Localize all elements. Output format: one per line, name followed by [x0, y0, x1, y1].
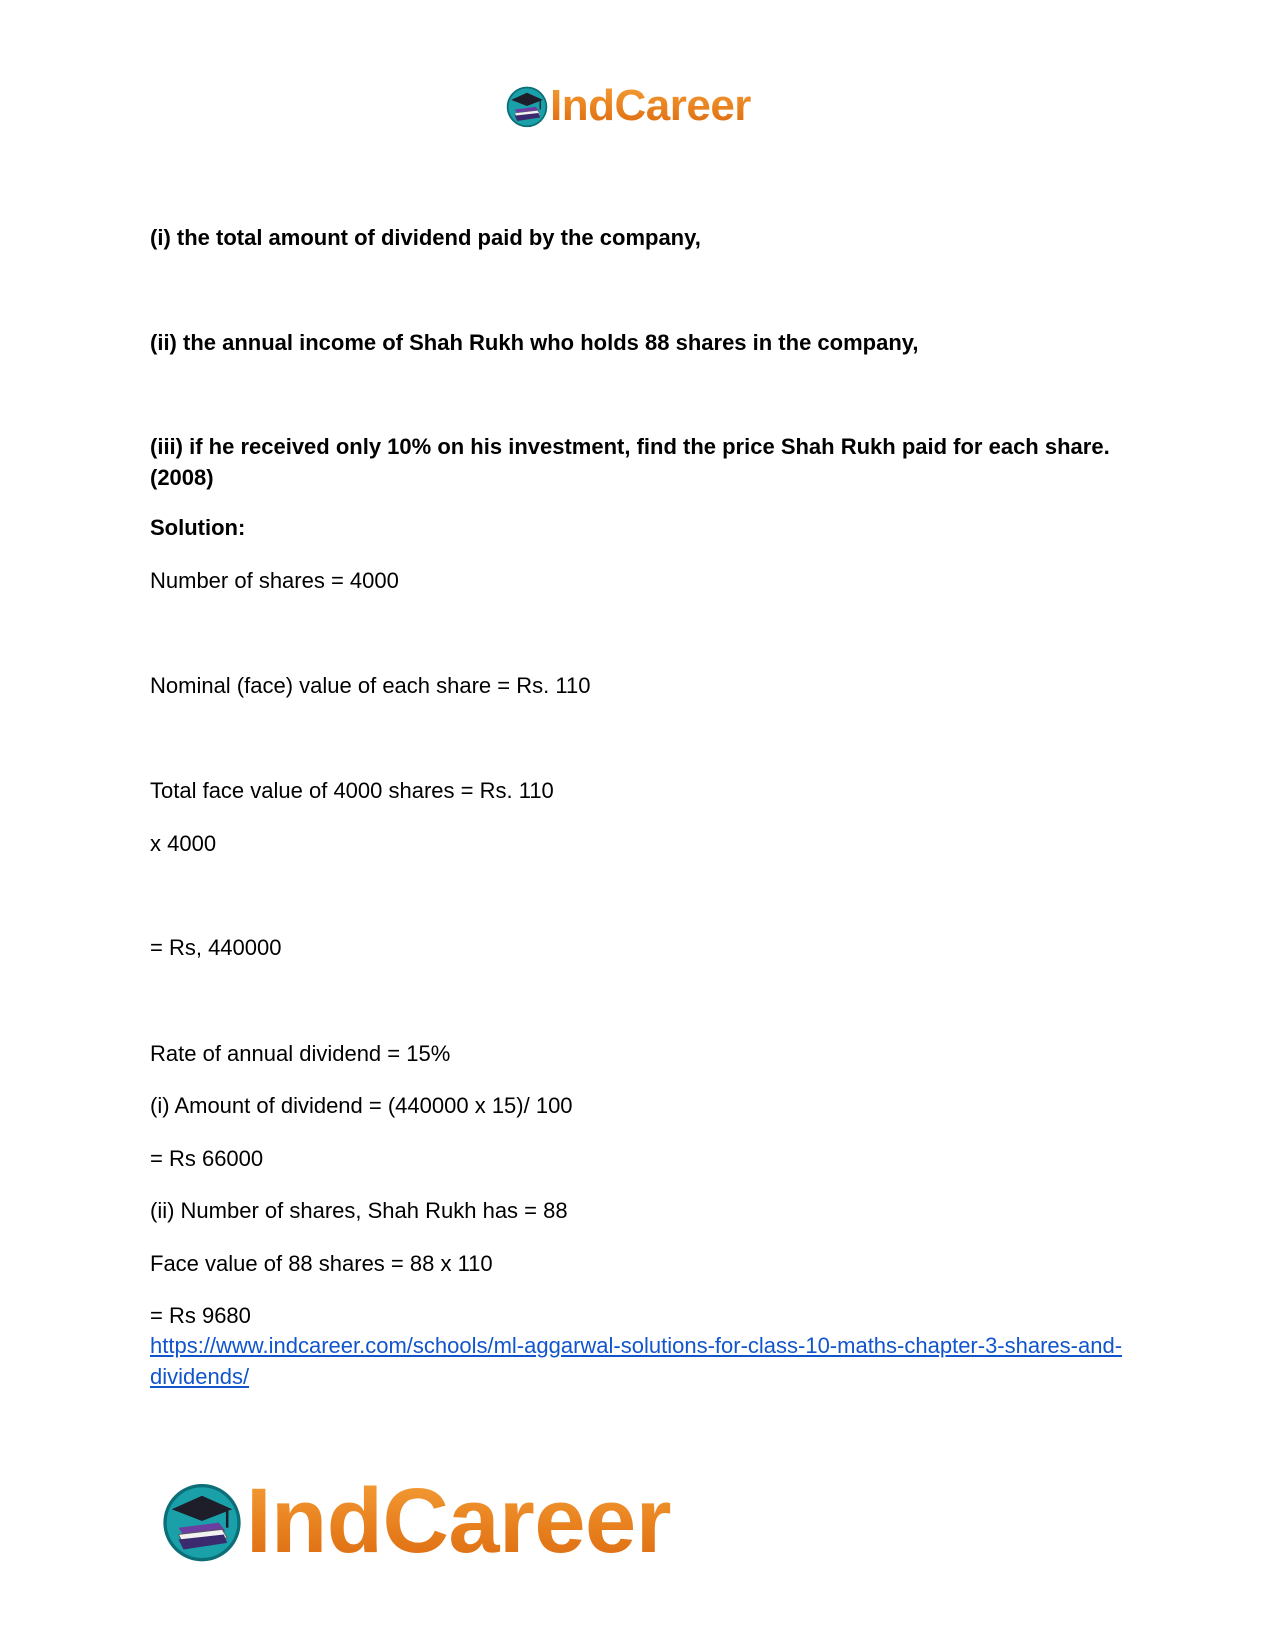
- logo-text: IndCareer: [246, 1469, 671, 1572]
- solution-line: (ii) Number of shares, Shah Rukh has = 88: [150, 1198, 568, 1223]
- footer-logo: [160, 1468, 671, 1574]
- question-part-i: (i) the total amount of dividend paid by the company,: [150, 225, 701, 250]
- solution-line: Total face value of 4000 shares = Rs. 110: [150, 778, 554, 803]
- solution-line: Face value of 88 shares = 88 x 110: [150, 1251, 493, 1276]
- solution-line: = Rs, 440000: [150, 935, 282, 960]
- solution-line: Number of shares = 4000: [150, 568, 399, 593]
- question-part-iii: (iii) if he received only 10% on his investment, find the price Shah Rukh paid for each share. (2008): [150, 434, 1110, 490]
- graduation-cap-book-icon: [505, 84, 549, 128]
- solution-line: Rate of annual dividend = 15%: [150, 1041, 451, 1066]
- graduation-cap-book-icon: [160, 1479, 244, 1563]
- source-url-link[interactable]: https://www.indcareer.com/schools/ml-aggarwal-solutions-for-class-10-maths-chapter-3-shares-and-dividends/: [150, 1333, 1123, 1389]
- solution-line: (i) Amount of dividend = (440000 x 15)/ 100: [150, 1093, 573, 1118]
- solution-heading: Solution:: [150, 515, 246, 540]
- solution-line: = Rs 66000: [150, 1146, 264, 1171]
- solution-line: = Rs 9680: [150, 1303, 251, 1328]
- solution-line: Nominal (face) value of each share = Rs. 110: [150, 673, 591, 698]
- question-part-ii: (ii) the annual income of Shah Rukh who holds 88 shares in the company,: [150, 330, 919, 355]
- logo-text: IndCareer: [550, 81, 751, 130]
- header-logo: [505, 78, 751, 134]
- solution-line: x 4000: [150, 831, 217, 856]
